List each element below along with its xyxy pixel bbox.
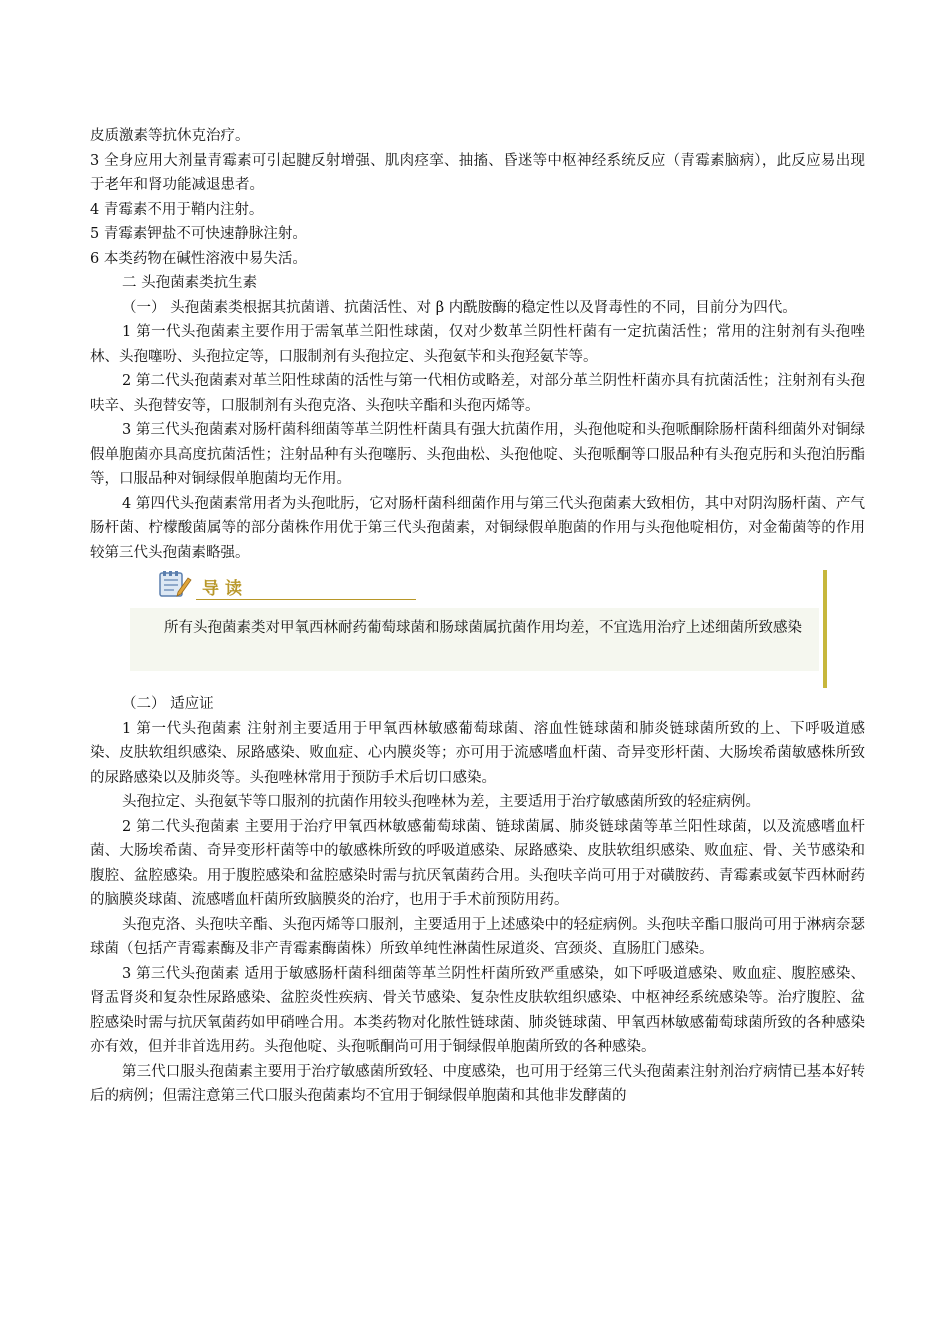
notepad-pencil-icon [158,570,192,598]
document-page [90,124,865,1109]
subsection-heading: （二） 适应证 [122,696,214,712]
paragraph: 4 第四代头孢菌素常用者为头孢吡肟，它对肠杆菌科细菌作用与第三代头孢菌素大致相仿，其中对阴沟肠杆菌、产气肠杆菌、柠檬酸菌属等的部分菌株作用优于第三代头孢菌素，对铜绿假单胞菌的作用与头孢他啶相仿，对金葡菌等的作用较第三代头孢菌素略强。 [90,495,865,561]
reading-guide-box [130,568,827,690]
text-line: 5 青霉素钾盐不可快速静脉注射。 [90,226,307,242]
paragraph: 第三代口服头孢菌素主要用于治疗敏感菌所致轻、中度感染，也可用于经第三代头孢菌素注射剂治疗病情已基本好转后的病例；但需注意第三代口服头孢菌素均不宜用于铜绿假单胞菌和其他非发酵菌的 [90,1063,865,1104]
reading-guide-text: 所有头孢菌素类对甲氧西林耐药葡萄球菌和肠球菌属抗菌作用均差，不宜选用治疗上述细菌所致感染 [164,620,802,636]
reading-guide-sidebar [823,570,827,688]
paragraph: 1 第一代头孢菌素 注射剂主要适用于甲氧西林敏感葡萄球菌、溶血性链球菌和肺炎链球菌所致的上、下呼吸道感染、皮肤软组织感染、尿路感染、败血症、心内膜炎等；亦可用于流感嗜血杆菌、奇异变形杆菌、大肠埃希菌敏感株所致的尿路感染以及肺炎等。头孢唑林常用于预防手术后切口感染。 [90,720,865,786]
paragraph: 2 第二代头孢菌素 主要用于治疗甲氧西林敏感葡萄球菌、链球菌属、肺炎链球菌等革兰阳性球菌，以及流感嗜血杆菌、大肠埃希菌、奇异变形杆菌等中的敏感株所致的呼吸道感染、尿路感染、皮肤软组织感染、败血症、骨、关节感染和腹腔、盆腔感染。用于腹腔感染和盆腔感染时需与抗厌氧菌药合用。头孢呋辛尚可用于对磺胺药、青霉素或氨苄西林耐药的脑膜炎球菌、流感嗜血杆菌所致脑膜炎的治疗，也用于手术前预防用药。 [90,818,865,908]
paragraph: 2 第二代头孢菌素对革兰阳性球菌的活性与第一代相仿或略差，对部分革兰阴性杆菌亦具有抗菌活性；注射剂有头孢呋辛、头孢替安等，口服制剂有头孢克洛、头孢呋辛酯和头孢丙烯等。 [90,373,865,414]
text-line: 皮质激素等抗休克治疗。 [90,128,250,144]
paragraph: 3 第三代头孢菌素对肠杆菌科细菌等革兰阴性杆菌具有强大抗菌作用，头孢他啶和头孢哌酮除肠杆菌科细菌外对铜绿假单胞菌亦具高度抗菌活性；注射品种有头孢噻肟、头孢曲松、头孢他啶、头孢哌酮等口服品种有头孢克肟和头孢泊肟酯等，口服品种对铜绿假单胞菌均无作用。 [90,422,865,487]
title-underline [196,599,416,600]
reading-guide-title: 导读 [202,579,248,599]
reading-guide-content [130,608,819,671]
section-heading: 二 头孢菌素类抗生素 [122,275,258,291]
text-line: 4 青霉素不用于鞘内注射。 [90,201,264,218]
paragraph: 3 第三代头孢菌素 适用于敏感肠杆菌科细菌等革兰阴性杆菌所致严重感染，如下呼吸道感染、败血症、腹腔感染、肾盂肾炎和复杂性尿路感染、盆腔炎性疾病、骨关节感染、复杂性皮肤软组织感染、中枢神经系统感染等。治疗腹腔、盆腔感染时需与抗厌氧菌药如甲硝唑合用。本类药物对化脓性链球菌、肺炎链球菌、甲氧西林敏感葡萄球菌所致的各种感染亦有效，但并非首选用药。头孢他啶、头孢哌酮尚可用于铜绿假单胞菌所致的各种感染。 [90,965,865,1055]
paragraph: 1 第一代头孢菌素主要作用于需氧革兰阳性球菌，仅对少数革兰阴性杆菌有一定抗菌活性；常用的注射剂有头孢唑林、头孢噻吩、头孢拉定等，口服制剂有头孢拉定、头孢氨苄和头孢羟氨苄等。 [90,324,865,365]
paragraph: 头孢克洛、头孢呋辛酯、头孢丙烯等口服剂，主要适用于上述感染中的轻症病例。头孢呋辛酯口服尚可用于淋病奈瑟球菌（包括产青霉素酶及非产青霉素酶菌株）所致单纯性淋菌性尿道炎、宫颈炎、直肠肛门感染。 [90,916,865,957]
paragraph: 头孢拉定、头孢氨苄等口服剂的抗菌作用较头孢唑林为差，主要适用于治疗敏感菌所致的轻症病例。 [122,794,760,810]
subsection-heading: （一） 头孢菌素类根据其抗菌谱、抗菌活性、对 β 内酰胺酶的稳定性以及肾毒性的不同，目前分为四代。 [122,299,797,316]
text-line: 6 本类药物在碱性溶液中易失活。 [90,250,307,267]
text-line: 3 全身应用大剂量青霉素可引起腱反射增强、肌肉痉挛、抽搐、昏迷等中枢神经系统反应（青霉素脑病），此反应易出现于老年和肾功能减退患者。 [90,152,865,193]
